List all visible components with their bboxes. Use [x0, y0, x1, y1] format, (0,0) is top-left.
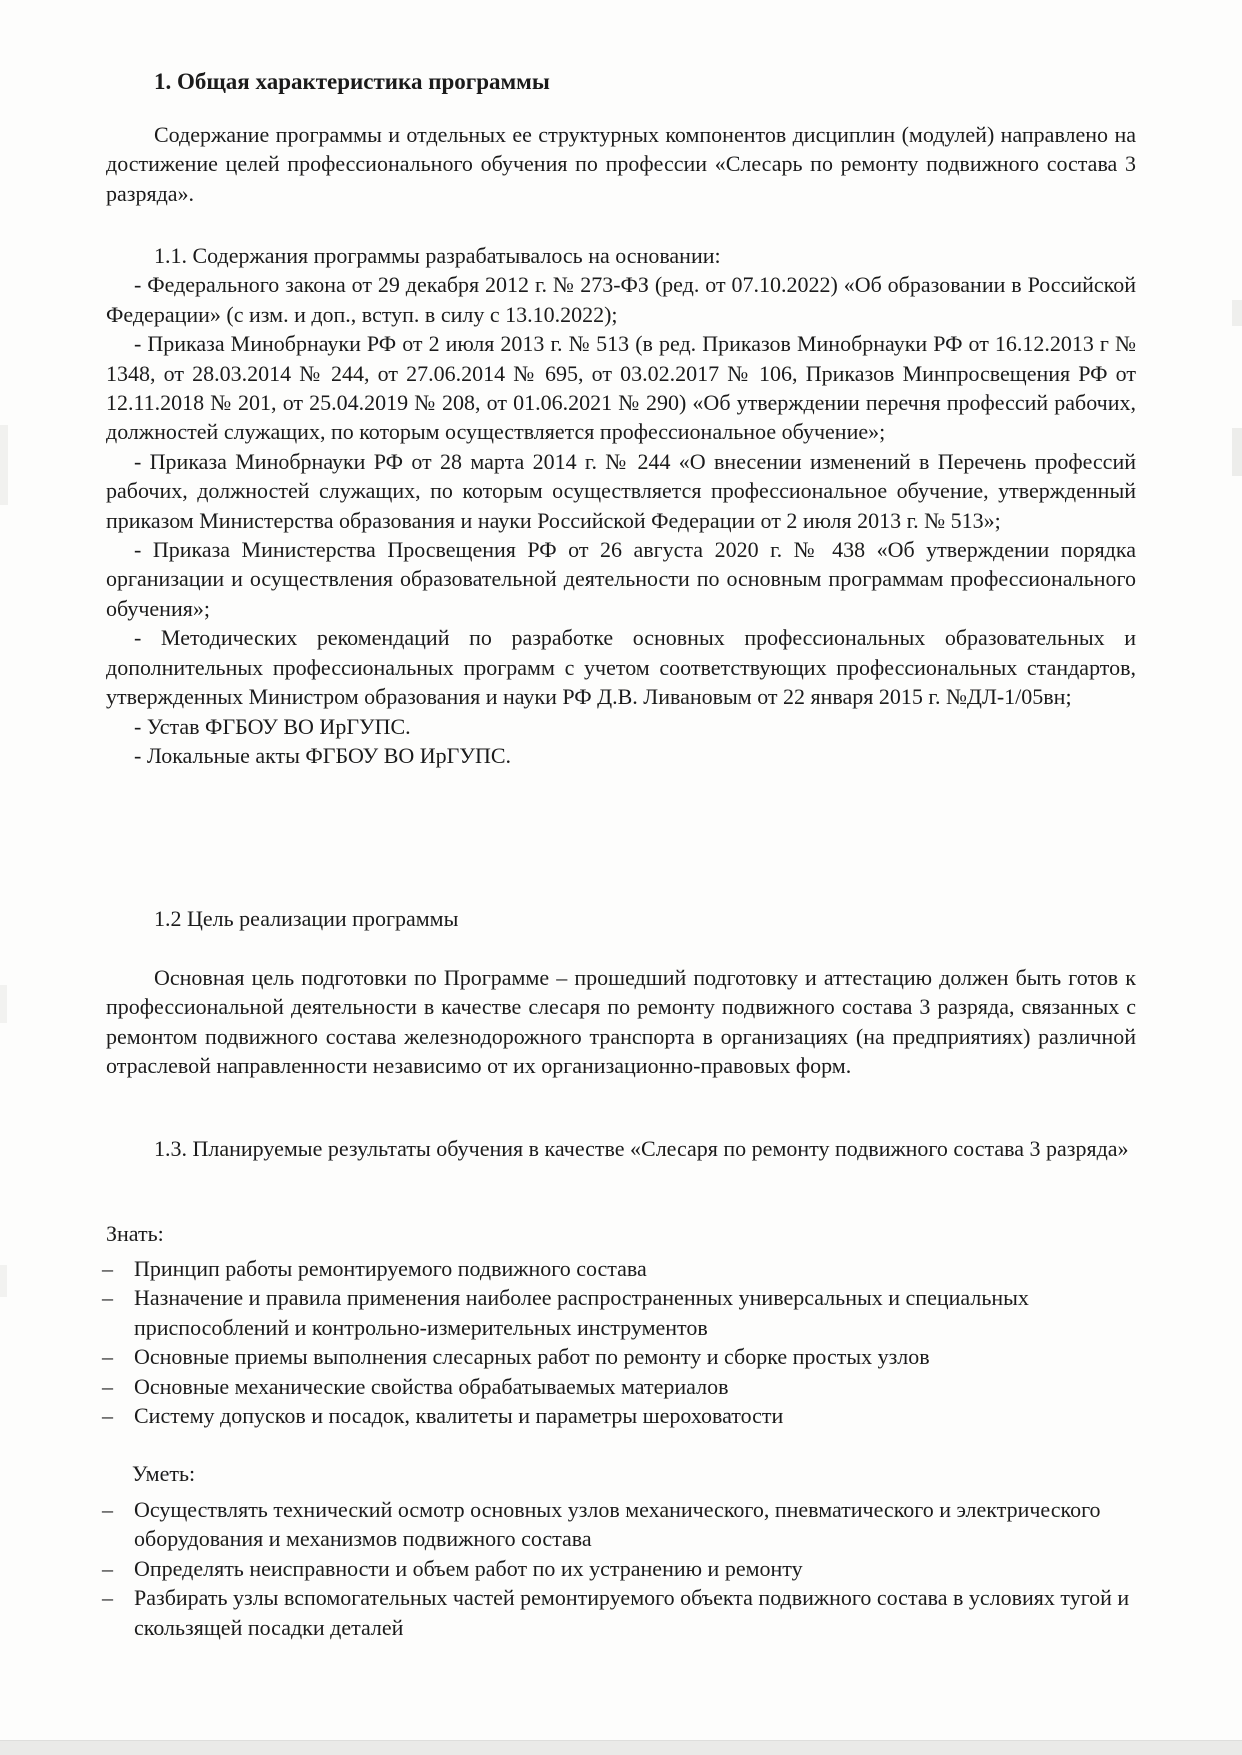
section-1-2-paragraph: Основная цель подготовки по Программе – прошедший подготовку и аттестацию должен быть готов к профессиональной деятельности в качестве слесаря по ремонту подвижного состава 3 разряда, связанных с ремонтом подвижного состава железнодорожного транспорта в организациях (на предприятиях) различной отраслевой направленности независимо от их организационно-правовых форм.	[106, 965, 1136, 1079]
section-1-3-heading: 1.3. Планируемые результаты обучения в качестве «Слесаря по ремонту подвижного состава 3 разряда»	[154, 1136, 1129, 1161]
intro-paragraph: Содержание программы и отдельных ее структурных компонентов дисциплин (модулей) направлено на достижение целей профессионального обучения по профессии «Слесарь по ремонту подвижного состава 3 разряда».	[106, 122, 1136, 206]
dash-marker: –	[102, 1373, 113, 1399]
list-item-text: Определять неисправности и объем работ по их устранению и ремонту	[134, 1555, 803, 1581]
scan-edge-shadow	[0, 1740, 1242, 1755]
section-1-2-heading: 1.2 Цель реализации программы	[154, 906, 459, 931]
legal-basis-item: - Приказа Министерства Просвещения РФ от 26 августа 2020 г. № 438 «Об утверждении порядка организации и осуществления образовательной деятельности по основным программам профессионального обучения»;	[106, 537, 1136, 621]
list-item-text: Осуществлять технический осмотр основных узлов механического, пневматического и электрического оборудования и механизмов подвижного состава	[134, 1497, 1101, 1552]
legal-basis-item: - Методических рекомендаций по разработке основных профессиональных образовательных и дополнительных профессиональных программ с учетом соответствующих профессиональных стандартов, утвержденных Министром образования и науки РФ Д.В. Ливановым от 22 января 2015 г. №ДЛ-1/05вн;	[106, 625, 1136, 710]
legal-basis-item: - Приказа Минобрнауки РФ от 2 июля 2013 г. № 513 (в ред. Приказов Минобрнауки РФ от 16.12.2013 г № 1348, от 28.03.2014 № 244, от 27.06.2014 № 695, от 03.02.2017 № 106, Приказов Минпросвещения РФ от 12.11.2018 № 201, от 25.04.2019 № 208, от 01.06.2021 № 290) «Об утверждении перечня профессий рабочих, должностей служащих, по которым осуществляется профессиональное обучение»;	[106, 331, 1136, 445]
list-item	[102, 1254, 1136, 1283]
legal-basis-item: - Устав ФГБОУ ВО ИрГУПС.	[134, 713, 411, 739]
scan-artifact	[0, 425, 8, 505]
dash-marker: –	[102, 1285, 113, 1311]
dash-marker: –	[102, 1256, 113, 1281]
know-label: Знать:	[106, 1221, 164, 1246]
scan-artifact	[1232, 428, 1242, 476]
legal-basis-item: - Приказа Минобрнауки РФ от 28 марта 2014 г. № 244 «О внесении изменений в Перечень профессий рабочих, должностей служащих, по которым осуществляется профессиональное обучение, утвержденный приказом Министерства образования и науки Российской Федерации от 2 июля 2013 г. № 513»;	[106, 448, 1136, 533]
list-item	[102, 1583, 1136, 1642]
scan-artifact	[1232, 300, 1242, 326]
section-1-1-lead: 1.1. Содержания программы разрабатывалось на основании:	[154, 243, 721, 268]
list-item-text: Основные механические свойства обрабатываемых материалов	[134, 1373, 729, 1399]
list-item	[102, 1495, 1136, 1554]
scan-artifact	[0, 1265, 7, 1297]
dash-marker: –	[102, 1585, 113, 1611]
dash-marker: –	[102, 1344, 113, 1370]
section-1-heading: 1. Общая характеристика программы	[154, 69, 550, 94]
list-item-text: Основные приемы выполнения слесарных работ по ремонту и сборке простых узлов	[134, 1344, 930, 1370]
list-item-text: Принцип работы ремонтируемого подвижного состава	[134, 1256, 647, 1281]
know-list	[102, 1254, 1136, 1430]
list-item	[102, 1283, 1136, 1342]
dash-marker: –	[102, 1555, 113, 1581]
list-item	[102, 1372, 1136, 1401]
list-item-text: Разбирать узлы вспомогательных частей ремонтируемого объекта подвижного состава в условиях тугой и скользящей посадки деталей	[134, 1585, 1130, 1640]
scan-artifact	[0, 985, 7, 1023]
dash-marker: –	[102, 1403, 113, 1429]
list-item-text: Систему допусков и посадок, квалитеты и параметры шероховатости	[134, 1403, 784, 1429]
legal-basis-item: - Локальные акты ФГБОУ ВО ИрГУПС.	[134, 742, 512, 768]
legal-basis-item: - Федерального закона от 29 декабря 2012 г. № 273-ФЗ (ред. от 07.10.2022) «Об образовании в Российской Федерации» (с изм. и доп., вступ. в силу с 13.10.2022);	[106, 272, 1136, 327]
section-1-1	[106, 241, 1136, 770]
able-label: Уметь:	[132, 1461, 196, 1486]
list-item	[102, 1401, 1136, 1430]
list-item	[102, 1342, 1136, 1371]
dash-marker: –	[102, 1497, 113, 1522]
list-item-text: Назначение и правила применения наиболее распространенных универсальных и специальных приспособлений и контрольно-измерительных инструментов	[134, 1285, 1029, 1340]
list-item	[102, 1554, 1136, 1583]
able-list	[102, 1495, 1136, 1642]
